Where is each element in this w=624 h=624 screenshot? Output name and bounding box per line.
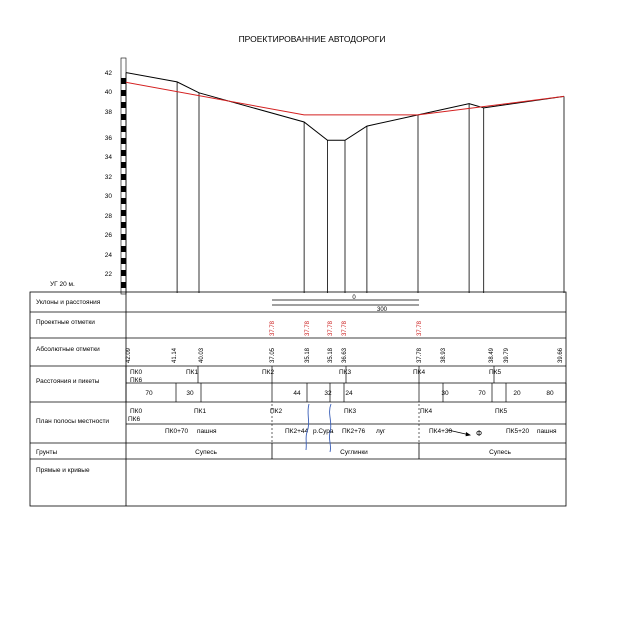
elevation-tick: 34	[104, 154, 112, 161]
scale-bar-segment	[121, 114, 126, 120]
elevation-scale-bar	[121, 58, 126, 294]
profile-chart	[126, 73, 564, 293]
distance-value: 44	[293, 390, 301, 397]
table-frame	[30, 292, 566, 506]
slope-value: 0	[352, 295, 356, 301]
scale-bar-segment	[121, 186, 126, 192]
scale-bar-segment	[121, 210, 126, 216]
scale-bar-segment	[121, 282, 126, 288]
plan-row	[128, 404, 557, 452]
scale-bar-segment	[121, 222, 126, 228]
picket-label: ПК2	[262, 369, 275, 376]
picket-label: ПК4	[413, 369, 426, 376]
plan-picket: ПК6	[128, 416, 141, 423]
elevation-tick: 32	[104, 174, 112, 181]
elevation-tick: 40	[104, 89, 112, 96]
scale-bar-segment	[121, 150, 126, 156]
row-label-curves: Прямые и кривые	[36, 467, 90, 474]
distance-value: 30	[186, 390, 194, 397]
absolute-mark: 35.18	[305, 347, 311, 363]
scale-bar-segment	[121, 90, 126, 96]
plan-label: р.Сура	[313, 428, 334, 435]
row-label-distances: Расстояния и пикеты	[36, 378, 100, 385]
design-line	[126, 82, 564, 115]
plan-label: пашня	[537, 428, 557, 435]
elevation-tick-labels	[105, 70, 113, 278]
absolute-mark: 35.18	[328, 347, 334, 363]
scale-bar-segment	[121, 258, 126, 264]
plan-label: пашня	[197, 428, 217, 435]
elevation-tick: 36	[104, 135, 112, 142]
picket-label: ПК5	[489, 369, 502, 376]
row-label-soils: Грунты	[36, 449, 58, 456]
plan-picket: ПК3	[344, 408, 357, 415]
distance-value: 80	[546, 390, 554, 397]
plan-label: ПК2+76	[342, 428, 366, 435]
scale-bar-segment	[121, 102, 126, 108]
elevation-tick: 22	[104, 271, 112, 278]
scale-bar-segment	[121, 174, 126, 180]
row-label-absolute: Абсолютные отметки	[36, 346, 100, 353]
absolute-mark: 37.05	[270, 347, 276, 363]
elevation-tick: 38	[104, 109, 112, 116]
distance-value: 20	[513, 390, 521, 397]
plan-picket: ПК2	[270, 408, 283, 415]
picket-label: ПК6	[130, 377, 143, 384]
soil-label: Супесь	[195, 449, 217, 456]
slope-row	[272, 295, 419, 313]
distance-value: 30	[441, 390, 449, 397]
soil-label: Супесь	[489, 449, 511, 456]
picket-label: ПК3	[339, 369, 352, 376]
absolute-marks	[126, 347, 564, 363]
picket-label: ПК0	[130, 369, 143, 376]
plan-picket: ПК0	[130, 408, 143, 415]
distance-value: 70	[478, 390, 486, 397]
scale-bar-segment	[121, 138, 126, 144]
scale-bar-segment	[121, 270, 126, 276]
plan-picket: ПК1	[194, 408, 207, 415]
row-labels	[36, 299, 109, 474]
scale-bar-segment	[121, 234, 126, 240]
row-label-design: Проектные отметки	[36, 319, 95, 326]
absolute-mark: 39.79	[504, 347, 510, 363]
elevation-tick: 42	[104, 70, 112, 77]
plan-picket: ПК4	[420, 408, 433, 415]
absolute-mark: 38.93	[441, 347, 447, 363]
drawing-title: ПРОЕКТИРОВАННИЕ АВТОДОРОГИ	[238, 34, 386, 44]
elevation-tick: 24	[104, 252, 112, 259]
scale-bar-segment	[121, 246, 126, 252]
design-mark: 37.78	[270, 320, 276, 336]
scale-bar-segment	[121, 198, 126, 204]
absolute-mark: 37.78	[417, 347, 423, 363]
plan-label: ПК0+70	[165, 428, 189, 435]
soils-row	[195, 449, 511, 456]
scale-bar-segment	[121, 78, 126, 84]
scale-bar-segment	[121, 162, 126, 168]
scale-label: УГ 20 м.	[50, 281, 75, 288]
absolute-mark: 41.14	[172, 347, 178, 363]
row-label-plan: План полосы местности	[36, 418, 110, 425]
profile-table	[30, 292, 566, 506]
elevation-tick: 26	[104, 232, 112, 239]
plan-label: ПК4+30	[429, 428, 453, 435]
absolute-mark: 36.63	[342, 347, 348, 363]
elevation-tick: 28	[104, 213, 112, 220]
plan-label: ПК2+44	[285, 428, 309, 435]
row-label-slopes: Уклоны и расстояния	[36, 299, 101, 306]
scale-bar-segment	[121, 126, 126, 132]
plan-symbol: Ф	[476, 429, 483, 438]
absolute-mark: 42.09	[126, 347, 132, 363]
distance-value: 24	[345, 390, 353, 397]
distance-value: 70	[145, 390, 153, 397]
elevation-tick: 30	[104, 193, 112, 200]
slope-distance: 300	[376, 307, 388, 313]
design-mark: 37.78	[342, 320, 348, 336]
design-mark: 37.78	[417, 320, 423, 336]
plan-picket: ПК5	[495, 408, 508, 415]
plan-label: луг	[376, 428, 386, 435]
ground-line	[126, 73, 564, 141]
design-mark: 37.78	[328, 320, 334, 336]
absolute-mark: 40.03	[199, 347, 205, 363]
distance-value: 32	[324, 390, 332, 397]
plan-label: ПК5+20	[506, 428, 530, 435]
picket-label: ПК1	[186, 369, 199, 376]
absolute-mark: 38.49	[489, 347, 495, 363]
design-mark: 37.78	[305, 320, 311, 336]
design-marks	[270, 320, 423, 336]
soil-label: Суглинки	[340, 449, 368, 456]
plan-arrow-head	[466, 432, 471, 436]
absolute-mark: 39.66	[558, 347, 564, 363]
